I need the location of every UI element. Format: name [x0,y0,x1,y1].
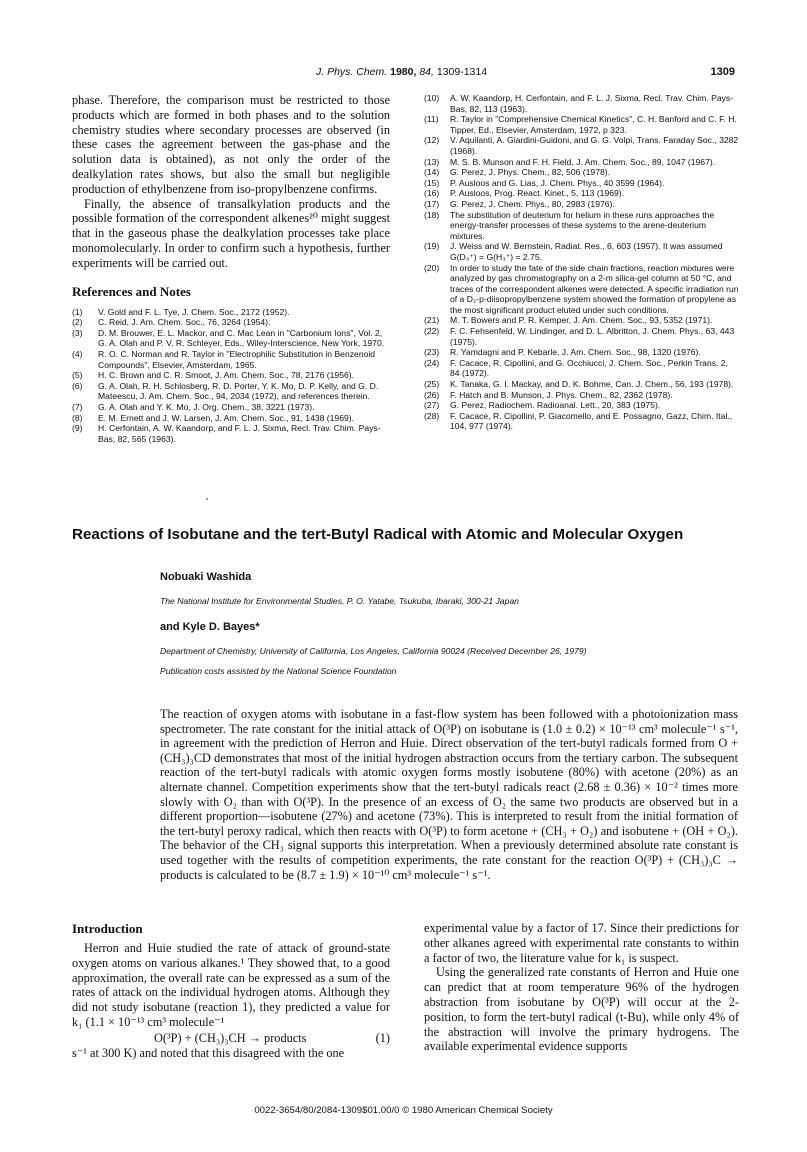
reference-number: (26) [424,389,440,400]
page-number: 1309 [710,66,735,78]
journal-year: 1980, [390,66,417,78]
reference-number: (9) [72,423,83,434]
reference-number: (3) [72,327,83,338]
right-column [424,93,739,432]
reference-number: (8) [72,412,83,423]
introduction-paragraph: s⁻¹ at 300 K) and noted that this disagreed with the one [72,1045,345,1060]
reference-item [424,157,739,168]
reference-number: (2) [72,317,83,328]
reference-number: (10) [424,93,440,103]
reference-number: (15) [424,177,440,188]
introduction-heading: Introduction [72,921,143,936]
reference-item [424,199,739,210]
reference-number: (17) [424,198,440,209]
reference-item [424,210,739,242]
equation-1 [72,1030,390,1046]
reference-item [72,307,390,318]
reference-number: (12) [424,135,440,146]
reference-text: M. S. B. Munson and F. H. Field, J. Am. Chem. Soc., 89, 1047 (1967). [450,156,716,167]
reference-item [424,315,739,326]
reference-item [424,135,739,156]
journal-name: J. Phys. Chem. [316,66,388,78]
reference-text: E. M. Ernett and J. W. Larsen, J. Am. Chem. Soc., 91, 1438 (1969). [98,412,355,423]
introduction-right [424,921,739,1054]
reference-item [424,93,739,114]
reference-text: M. T. Bowers and P. R. Kemper, J. Am. Chem. Soc., 93, 5352 (1971). [450,315,713,326]
copyright-footer: 0022-3654/80/2084-1309$01.00/0 © 1980 American Chemical Society [254,1105,553,1116]
reference-text: K. Tanaka, G. I. Mackay, and D. K. Bohme, Can. J. Chem., 56, 193 (1978). [450,379,734,390]
reference-item [72,370,390,381]
reference-text: F. Hatch and B. Munson, J. Phys. Chem., 82, 2362 (1978). [450,389,673,400]
reference-number: (21) [424,315,440,326]
running-header [0,66,807,82]
introduction-paragraph: Herron and Huie studied the rate of attack of ground-state oxygen atoms on various alkanes.¹ They showed that, to a good approximation, the overall rate can be expressed as a sum of the rates of attack on the individual hydrogen atoms. Although they did not study isobutane (reaction 1), they predicted a value for k₁ (1.1 × 10⁻¹³ cm³ molecule⁻¹ [72,941,390,1029]
reference-number: (25) [424,379,440,390]
reference-item [424,167,739,178]
journal-volume: 84, [419,66,434,78]
equation-text: O(³P) + (CH₃)₃CH → products [154,1030,307,1045]
reference-number: (16) [424,188,440,199]
reference-number: (13) [424,156,440,167]
reference-item [72,317,390,328]
reference-text: C. Reid, J. Am. Chem. Soc., 76, 3264 (1954). [98,317,271,328]
reference-number: (5) [72,370,83,381]
journal-pages: 1309-1314 [436,66,488,78]
reference-number: (28) [424,410,440,421]
introduction-paragraph: experimental value by a factor of 17. Since their predictions for other alkanes agreed with experimental rate constants to within a factor of two, the literature value for k₁ is suspect. [424,921,739,965]
reference-text: G. A. Olah, R. H. Schlosberg, R. D. Porter, Y. K. Mo, D. P. Kelly, and G. D. Mateescu, J. Am. Chem. Soc., 94, 2034 (1972), and references therein. [98,380,379,402]
reference-item [72,423,390,444]
continued-paragraph: phase. Therefore, the comparison must be restricted to those products which are formed in both phases and to the solution chemistry studies where secondary processes are observed (in these cases the agreement between the gas-phase and the solution data is obtained), as not only the order of the dealkylation rates shows, but also the small but negligible production of ethylbenzene from iso-propylbenzene confirms. [72,93,390,196]
reference-number: (14) [424,167,440,178]
abstract: The reaction of oxygen atoms with isobutane in a fast-flow system has been followed with a photoionization mass spectrometer. The rate constant for the initial attack of O(³P) on isobutane is (1.0 ± 0.2) × 10⁻¹³ cm³ molecule⁻¹ s⁻¹, in agreement with the prediction of Herron and Huie. Direct observation of the tert-butyl radicals formed from O + (CH₃)₃CD demonstrates that most of the initial hydrogen abstraction occurs from the tertiary carbon. The subsequent reaction of the tert-butyl radicals with atomic oxygen forms mostly isobutene (80%) with acetone (20%) as an alternate channel. Competition experiments show that the tert-butyl radicals react (2.68 ± 0.36) × 10⁻² times more slowly with O₂ than with O(³P). In the presence of an excess of O₂ the same two products are observed but in a different proportion—isobutene (27%) and acetone (73%). This is interpreted to result from the initial formation of the tert-butyl peroxy radical, which then reacts with O(³P) to form acetone + (CH₃ + O₂) and isobutene + (OH + O₂). The behavior of the CH₃ signal supports this interpretation. When a previously determined absolute rate constant is used together with the results of competition experiments, the rate constant for the reaction O(³P) + (CH₃)₃C → products is calculated to be (8.7 ± 1.9) × 10⁻¹⁰ cm³ molecule⁻¹ s⁻¹. [160,707,738,882]
reference-text: The substitution of deuterium for helium in these runs approaches the energy-transfer processes of these systems to the arene-deuterium mixtures. [450,209,715,241]
left-column [72,93,390,444]
author-affiliation: The National Institute for Environmental Studies, P. O. Yatabe, Tsukuba, Ibaraki, 300-21 Japan [160,596,519,606]
reference-text: F. C. Fehsenfeld, W. Lindinger, and D. L. Albritton, J. Chem. Phys., 63, 443 (1975). [450,326,735,347]
reference-item [72,349,390,370]
reference-item [72,402,390,413]
reference-text: R. O. C. Norman and R. Taylor in "Electrophilic Substitution in Benzenoid Compounds", Elsevier, Amsterdam, 1965. [98,348,376,370]
reference-number: (6) [72,380,83,391]
reference-text: A. W. Kaandorp, H. Cerfontain, and F. L. J. Sixma, Recl. Trav. Chim. Pays-Bas, 82, 113 (1963). [450,93,734,114]
publication-note: Publication costs assisted by the National Science Foundation [160,666,397,676]
equation-number: (1) [375,1030,390,1045]
reference-item [424,400,739,411]
reference-text: G. Perez, Radiochem. Radioanal. Lett., 20, 383 (1975). [450,400,661,411]
reference-item [424,390,739,401]
reference-number: (1) [72,306,83,317]
reference-item [424,241,739,262]
reference-number: (18) [424,209,440,220]
references-heading: References and Notes [72,283,191,299]
reference-item [72,328,390,349]
reference-item [424,358,739,379]
reference-number: (23) [424,347,440,358]
author-name: Nobuaki Washida [160,571,252,583]
reference-number: (11) [424,114,439,125]
reference-number: (22) [424,326,440,337]
reference-item [424,347,739,358]
reference-number: (24) [424,357,440,368]
reference-text: F. Cacace, R. Cipollini, and G. Occhiucci, J. Chem. Soc., Perkin Trans. 2, 84 (1972). [450,357,728,379]
reference-item [424,411,739,432]
reference-text: G. Perez, J. Phys. Chem., 82, 506 (1978). [450,167,611,178]
reference-number: (19) [424,241,440,252]
reference-item [424,263,739,316]
article-title: Reactions of Isobutane and the tert-Butyl Radical with Atomic and Molecular Oxygen [72,526,684,543]
reference-item [424,114,739,135]
reference-number: (20) [424,262,440,273]
reference-text: G. A. Olah and Y. K. Mo, J. Org. Chem., 38, 3221 (1973). [98,401,315,412]
reference-number: (27) [424,400,440,411]
reference-text: R. Yamdagni and P. Kebarle, J. Am. Chem. Soc., 98, 1320 (1976). [450,347,701,358]
reference-text: F. Cacace, R. Cipollini, P. Giacomello, and E. Possagno, Gazz, Chim. Ital., 104, 977 (1974). [450,410,733,432]
references-list-left [72,307,390,445]
journal-citation [316,66,487,78]
reference-item [72,413,390,424]
scan-speck [206,498,208,500]
reference-item [424,188,739,199]
introduction-paragraph: Using the generalized rate constants of Herron and Huie one can predict that at room temperature 96% of the hydrogen abstraction from isobutane by O(³P) will occur at the 2-position, to form the tert-butyl radical (t-Bu), while only 4% of the abstraction will involve the primary hydrogens. The available experimental evidence supports [424,965,739,1054]
reference-number: (7) [72,401,83,412]
conclusion-paragraph: Finally, the absence of transalkylation products and the possible formation of the correspondent alkenes²⁰ might suggest that in the gaseous phase the dealkylation processes take place monomolecularly. In order to confirm such a hypothesis, further experiments will be carried out. [72,196,390,270]
reference-text: D. M. Brouwer, E. L. Mackor, and C. Mac Lean in "Carbonium Ions", Vol. 2, G. A. Olah and P. V. R. Schleyer, Eds., Wiley-Interscience, New York, 1970. [98,327,385,349]
reference-text: G. Perez, J. Chem. Phys., 80, 2983 (1976). [450,198,615,209]
reference-item [424,379,739,390]
reference-text: H. Cerfontain, A. W. Kaandorp, and F. L. J. Sixma, Recl. Trav. Chim. Pays-Bas, 82, 565 (1963). [98,423,381,444]
reference-item [424,326,739,347]
reference-item [424,178,739,189]
reference-text: V. Gold and F. L. Tye, J. Chem. Soc., 2172 (1952). [98,306,290,317]
author-affiliation: Department of Chemistry, University of California, Los Angeles, California 90024 (Received December 26, 1979) [160,646,587,656]
reference-number: (4) [72,348,83,359]
reference-text: J. Weiss and W. Bernstein, Radiat. Res., 6, 603 (1957). It was assumed G(D₃⁺) = G(H₃⁺) = 2.75. [450,241,723,262]
introduction-left [72,921,390,1061]
reference-text: H. C. Brown and C. R. Smoot, J. Am. Chem. Soc., 78, 2176 (1956). [98,370,355,381]
references-list-right [424,93,739,432]
reference-text: P. Ausloos, Prog. React. Kinet., 5, 113 (1969). [450,188,625,199]
reference-text: P. Ausloos and G. Lias, J. Chem. Phys., 40 3599 (1964). [450,177,665,188]
reference-text: V. Aquilanti, A. Giardini-Guidoni, and G. G. Volpi, Trans. Faraday Soc., 3282 (1968). [450,135,739,156]
reference-text: R. Taylor in "Comprehensive Chemical Kinetics", C. H. Banford and C. F. H. Tipper, Ed., Elsevier, Amsterdam, 1972, p 323. [450,114,737,135]
reference-item [72,381,390,402]
author-name: and Kyle D. Bayes* [160,621,260,633]
reference-text: In order to study the fate of the side chain fractions, reaction mixtures were analyzed by gas chromatography on a 2-m silica-gel column at 50 °C, and traces of the correspondent alkenes were detected. A specific irradiation run of a D₂-p-diisopropylbenzene system showed the formation of propylene as the most significant product eluted under such conditions. [450,262,739,315]
